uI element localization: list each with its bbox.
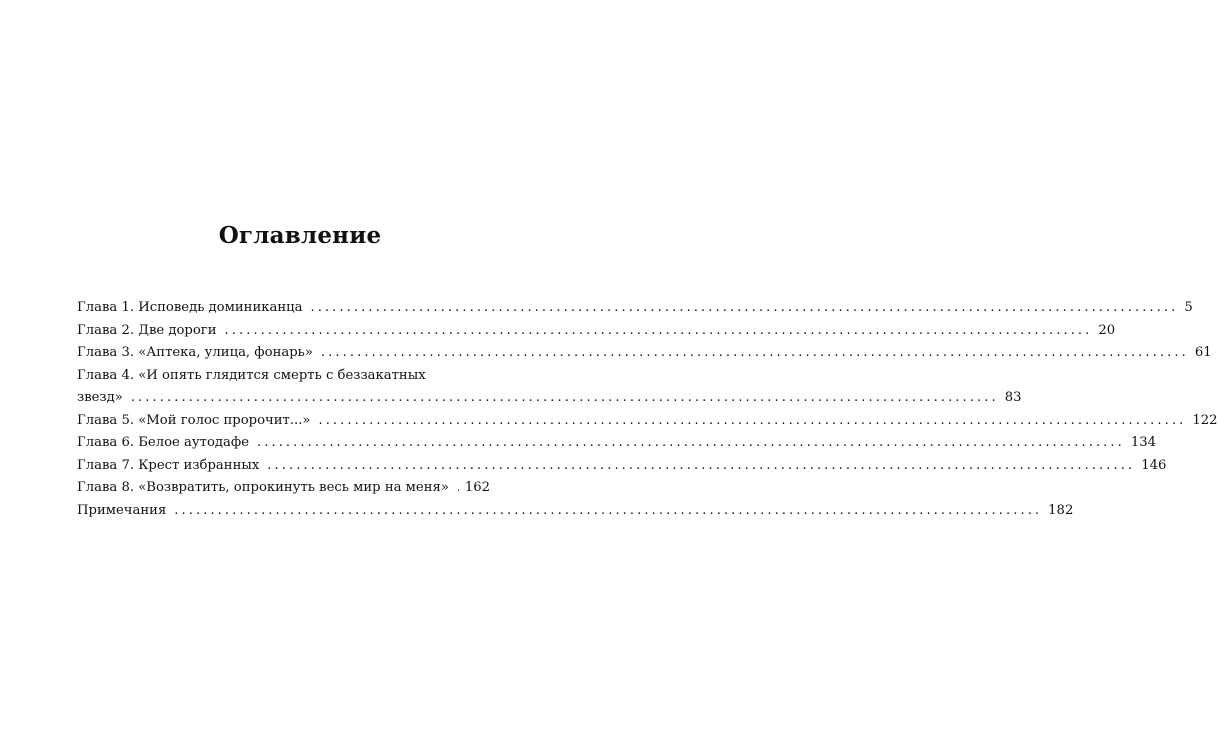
dot-leader: ........................................................................................................................ [318,412,1187,428]
toc-entry-notes[interactable] [77,500,1074,523]
dot-leader: ........................................................................................................................ [310,300,1179,315]
toc-entry-page: 61 [1194,345,1212,360]
toc-entry-label: Глава 8. «Возвратить, опрокинуть весь мир на меня» [77,480,449,495]
dot-leader: ........................................................................................................................ [267,457,1136,473]
toc-entry-page: 122 [1192,412,1218,428]
toc-entry-page: 5 [1184,300,1193,315]
toc-entry-chapter-3[interactable] [77,342,1212,365]
toc-entry-chapter-7[interactable] [77,455,1167,478]
toc-entry-page: 83 [1004,390,1022,405]
toc-entry-page: 162 [464,480,490,495]
toc-entry-label: Глава 6. Белое аутодафе [77,435,249,450]
dot-leader [457,477,459,500]
toc-entry-label: Глава 5. «Мой голос пророчит...» [77,412,311,428]
toc-entry-label: Глава 7. Крест избранных [77,457,260,473]
toc-entry-label-line-1: Глава 4. «И опять глядится смерть с беззакатных [77,367,426,383]
toc-entry-chapter-2[interactable] [77,320,1116,343]
toc-entry-chapter-8[interactable] [77,477,490,500]
toc-entry-page: 146 [1141,457,1167,473]
toc-entry-label-line-2: звезд» [77,390,123,405]
toc-entry-chapter-5[interactable] [77,410,1218,433]
table-of-contents [77,297,1218,522]
toc-entry-label: Глава 2. Две дороги [77,322,217,338]
dot-leader: ........................................................................................................................ [320,345,1189,360]
toc-entry-label: Примечания [77,502,167,518]
toc-entry-chapter-1[interactable] [77,297,1193,320]
toc-entry-page: 182 [1048,502,1074,518]
dot-leader: ........................................................................................................................ [257,435,1125,450]
toc-entry-label: Глава 1. Исповедь доминиканца [77,300,303,315]
dot-leader: ........................................................................................................................ [174,502,1043,518]
toc-entry-page: 134 [1130,435,1157,450]
page-title: Оглавление [218,222,382,249]
toc-entry-chapter-4[interactable] [77,365,1022,410]
dot-leader: ........................................................................................................................ [130,390,999,405]
toc-entry-page: 20 [1098,322,1116,338]
dot-leader: ........................................................................................................................ [224,322,1093,338]
toc-entry-label: Глава 3. «Аптека, улица, фонарь» [77,345,313,360]
toc-entry-chapter-6[interactable] [77,432,1157,455]
